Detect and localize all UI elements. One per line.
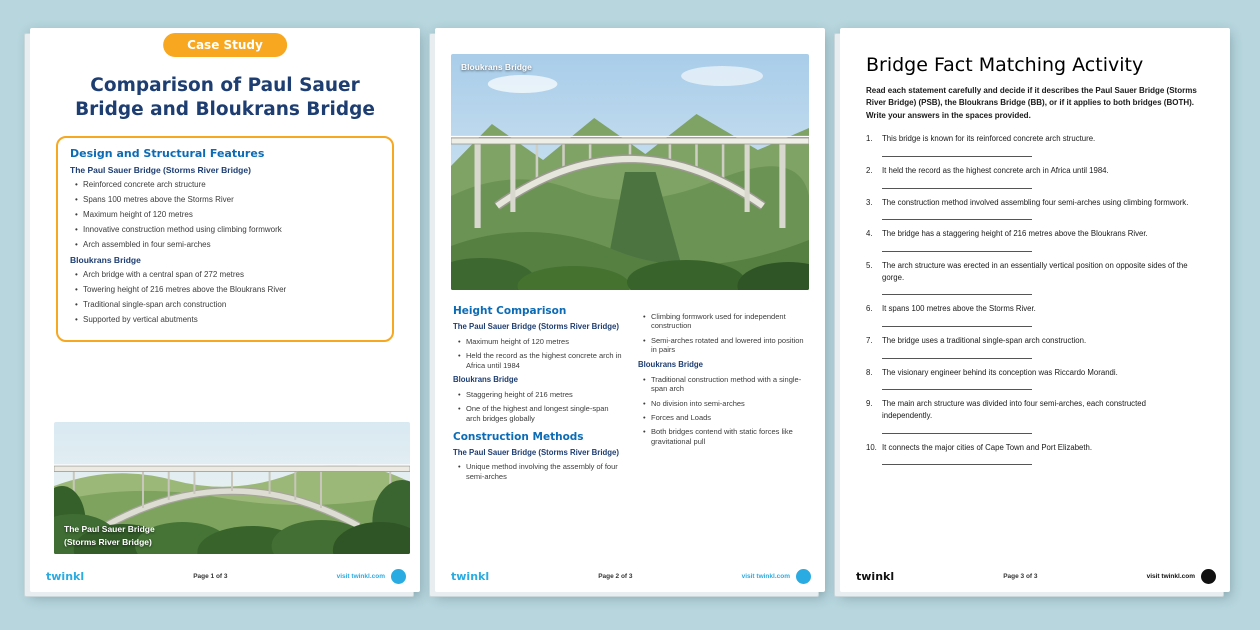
item-number: 8.	[866, 367, 873, 377]
item-text: The construction method involved assembling four semi-arches using climbing formwork.	[882, 197, 1189, 207]
illustration-caption	[64, 523, 155, 548]
answer-blank	[882, 177, 1032, 189]
list-item: • Innovative construction method using climbing formwork	[83, 225, 380, 235]
list-item: • Semi-arches rotated and lowered into position in pairs	[651, 336, 807, 356]
page-number: Page 3 of 3	[1003, 573, 1038, 580]
bb-subheading: Bloukrans Bridge	[453, 375, 518, 385]
page-2	[435, 28, 825, 592]
bridge-scene-graphic	[451, 54, 809, 290]
answer-blank	[882, 283, 1032, 295]
bb-construction-list	[638, 375, 807, 447]
list-item: • Maximum height of 120 metres	[83, 210, 380, 220]
list-item: • Spans 100 metres above the Storms River	[83, 195, 380, 205]
item-number: 7.	[866, 335, 873, 345]
psb-construction-list	[453, 462, 622, 482]
construction-methods-heading: Construction Methods	[453, 430, 584, 443]
psb-feature-list	[70, 180, 380, 250]
item-number: 4.	[866, 229, 873, 239]
page-title: Comparison of Paul Sauer Bridge and Bloukrans Bridge	[75, 75, 375, 121]
list-item: • Unique method involving the assembly of four semi-arches	[466, 462, 622, 482]
visit-twinkl-link: visit twinkl.com	[1146, 573, 1195, 580]
psb-subheading: The Paul Sauer Bridge (Storms River Bridge)	[70, 165, 251, 176]
page-footer	[46, 569, 406, 584]
answer-blank	[882, 145, 1032, 157]
list-item: • Arch assembled in four semi-arches	[83, 240, 380, 250]
page-3	[840, 28, 1230, 592]
twinkl-quality-badge-icon	[1201, 569, 1216, 584]
answer-blank	[882, 378, 1032, 390]
page-1	[30, 28, 420, 592]
fact-item	[866, 335, 1204, 359]
right-column	[638, 298, 807, 486]
list-item: • Held the record as the highest concrete arch in Africa until 1984	[466, 351, 622, 371]
twinkl-logo: twinkl	[451, 570, 490, 583]
psb-subheading: The Paul Sauer Bridge (Storms River Bridge)	[453, 322, 619, 331]
bb-subheading: Bloukrans Bridge	[70, 255, 141, 266]
item-number: 3.	[866, 197, 873, 207]
fact-item	[866, 133, 1204, 157]
item-text: It spans 100 metres above the Storms River.	[882, 304, 1036, 314]
twinkl-quality-badge-icon	[796, 569, 811, 584]
answer-blank	[882, 315, 1032, 327]
activity-content	[840, 28, 1230, 465]
illustration-caption: Bloukrans Bridge	[461, 62, 532, 72]
caption-line: (Storms River Bridge)	[64, 536, 152, 547]
answer-blank	[882, 422, 1032, 434]
activity-instructions: Read each statement carefully and decide if it describes the Paul Sauer Bridge (Storms River Bridge) (PSB), the Bloukrans Bridge (BB), or if it applies to both bridges (BOTH). Write your answers in the spaces provided.	[866, 86, 1197, 120]
answer-blank	[882, 208, 1032, 220]
item-text: It held the record as the highest concrete arch in Africa until 1984.	[882, 165, 1109, 175]
visit-twinkl-link: visit twinkl.com	[741, 573, 790, 580]
item-text: This bridge is known for its reinforced concrete arch structure.	[882, 134, 1096, 144]
answer-blank	[882, 347, 1032, 359]
list-item: • Forces and Loads	[651, 413, 807, 423]
bb-subheading: Bloukrans Bridge	[638, 360, 703, 369]
fact-item	[866, 197, 1204, 221]
item-text: The bridge uses a traditional single-span arch construction.	[882, 335, 1087, 345]
item-number: 6.	[866, 304, 873, 314]
left-column	[453, 298, 622, 486]
list-item: • Arch bridge with a central span of 272 metres	[83, 270, 380, 280]
item-number: 5.	[866, 260, 873, 270]
page-number: Page 2 of 3	[598, 573, 633, 580]
fact-item	[866, 228, 1204, 252]
fact-item	[866, 398, 1204, 433]
box-heading: Design and Structural Features	[70, 147, 265, 161]
list-item: • Reinforced concrete arch structure	[83, 180, 380, 190]
list-item: • Supported by vertical abutments	[83, 315, 380, 325]
psb-height-list	[453, 337, 622, 371]
bb-height-list	[453, 390, 622, 424]
item-number: 1.	[866, 134, 873, 144]
fact-item	[866, 303, 1204, 327]
item-text: The arch structure was erected in an essentially vertical position on opposite sides of the gorge.	[882, 260, 1188, 282]
design-features-box	[56, 136, 394, 342]
list-item: • Traditional construction method with a single-span arch	[651, 375, 807, 395]
bb-feature-list	[70, 270, 380, 325]
paul-sauer-bridge-illustration	[54, 422, 410, 554]
bloukrans-bridge-illustration	[451, 54, 809, 290]
case-study-badge: Case Study	[163, 33, 287, 57]
item-text: It connects the major cities of Cape Town and Port Elizabeth.	[882, 442, 1093, 452]
twinkl-logo: twinkl	[46, 570, 85, 583]
list-item: • Traditional single-span arch construction	[83, 300, 380, 310]
fact-item	[866, 367, 1204, 391]
item-number: 2.	[866, 165, 873, 175]
fact-item	[866, 260, 1204, 295]
list-item: • Both bridges contend with static forces like gravitational pull	[651, 427, 807, 447]
fact-item	[866, 442, 1204, 466]
page-footer	[451, 569, 811, 584]
psb-construction-list-continued	[638, 312, 807, 356]
height-comparison-heading: Height Comparison	[453, 305, 567, 317]
item-text: The visionary engineer behind its conception was Riccardo Morandi.	[882, 367, 1118, 377]
list-item: • Staggering height of 216 metres	[466, 390, 622, 400]
fact-item	[866, 165, 1204, 189]
activity-title: Bridge Fact Matching Activity	[866, 54, 1144, 76]
list-item: • Climbing formwork used for independent construction	[651, 312, 807, 332]
item-text: The bridge has a staggering height of 216 metres above the Bloukrans River.	[882, 229, 1148, 239]
item-number: 9.	[866, 399, 873, 409]
page-footer	[856, 569, 1216, 584]
twinkl-quality-badge-icon	[391, 569, 406, 584]
fact-list	[866, 133, 1204, 465]
caption-line: The Paul Sauer Bridge	[64, 524, 155, 535]
answer-blank	[882, 453, 1032, 465]
list-item: • Towering height of 216 metres above the Bloukrans River	[83, 285, 380, 295]
item-number: 10.	[866, 442, 877, 452]
answer-blank	[882, 240, 1032, 252]
list-item: • Maximum height of 120 metres	[466, 337, 622, 347]
list-item: • One of the highest and longest single-span arch bridges globally	[466, 404, 622, 424]
list-item: • No division into semi-arches	[651, 399, 807, 409]
item-text: The main arch structure was divided into four semi-arches, each constructed independently.	[882, 399, 1146, 421]
comparison-columns	[435, 290, 825, 486]
visit-twinkl-link: visit twinkl.com	[336, 573, 385, 580]
psb-subheading: The Paul Sauer Bridge (Storms River Bridge)	[453, 447, 619, 457]
page-number: Page 1 of 3	[193, 573, 228, 580]
twinkl-logo: twinkl	[856, 570, 895, 583]
